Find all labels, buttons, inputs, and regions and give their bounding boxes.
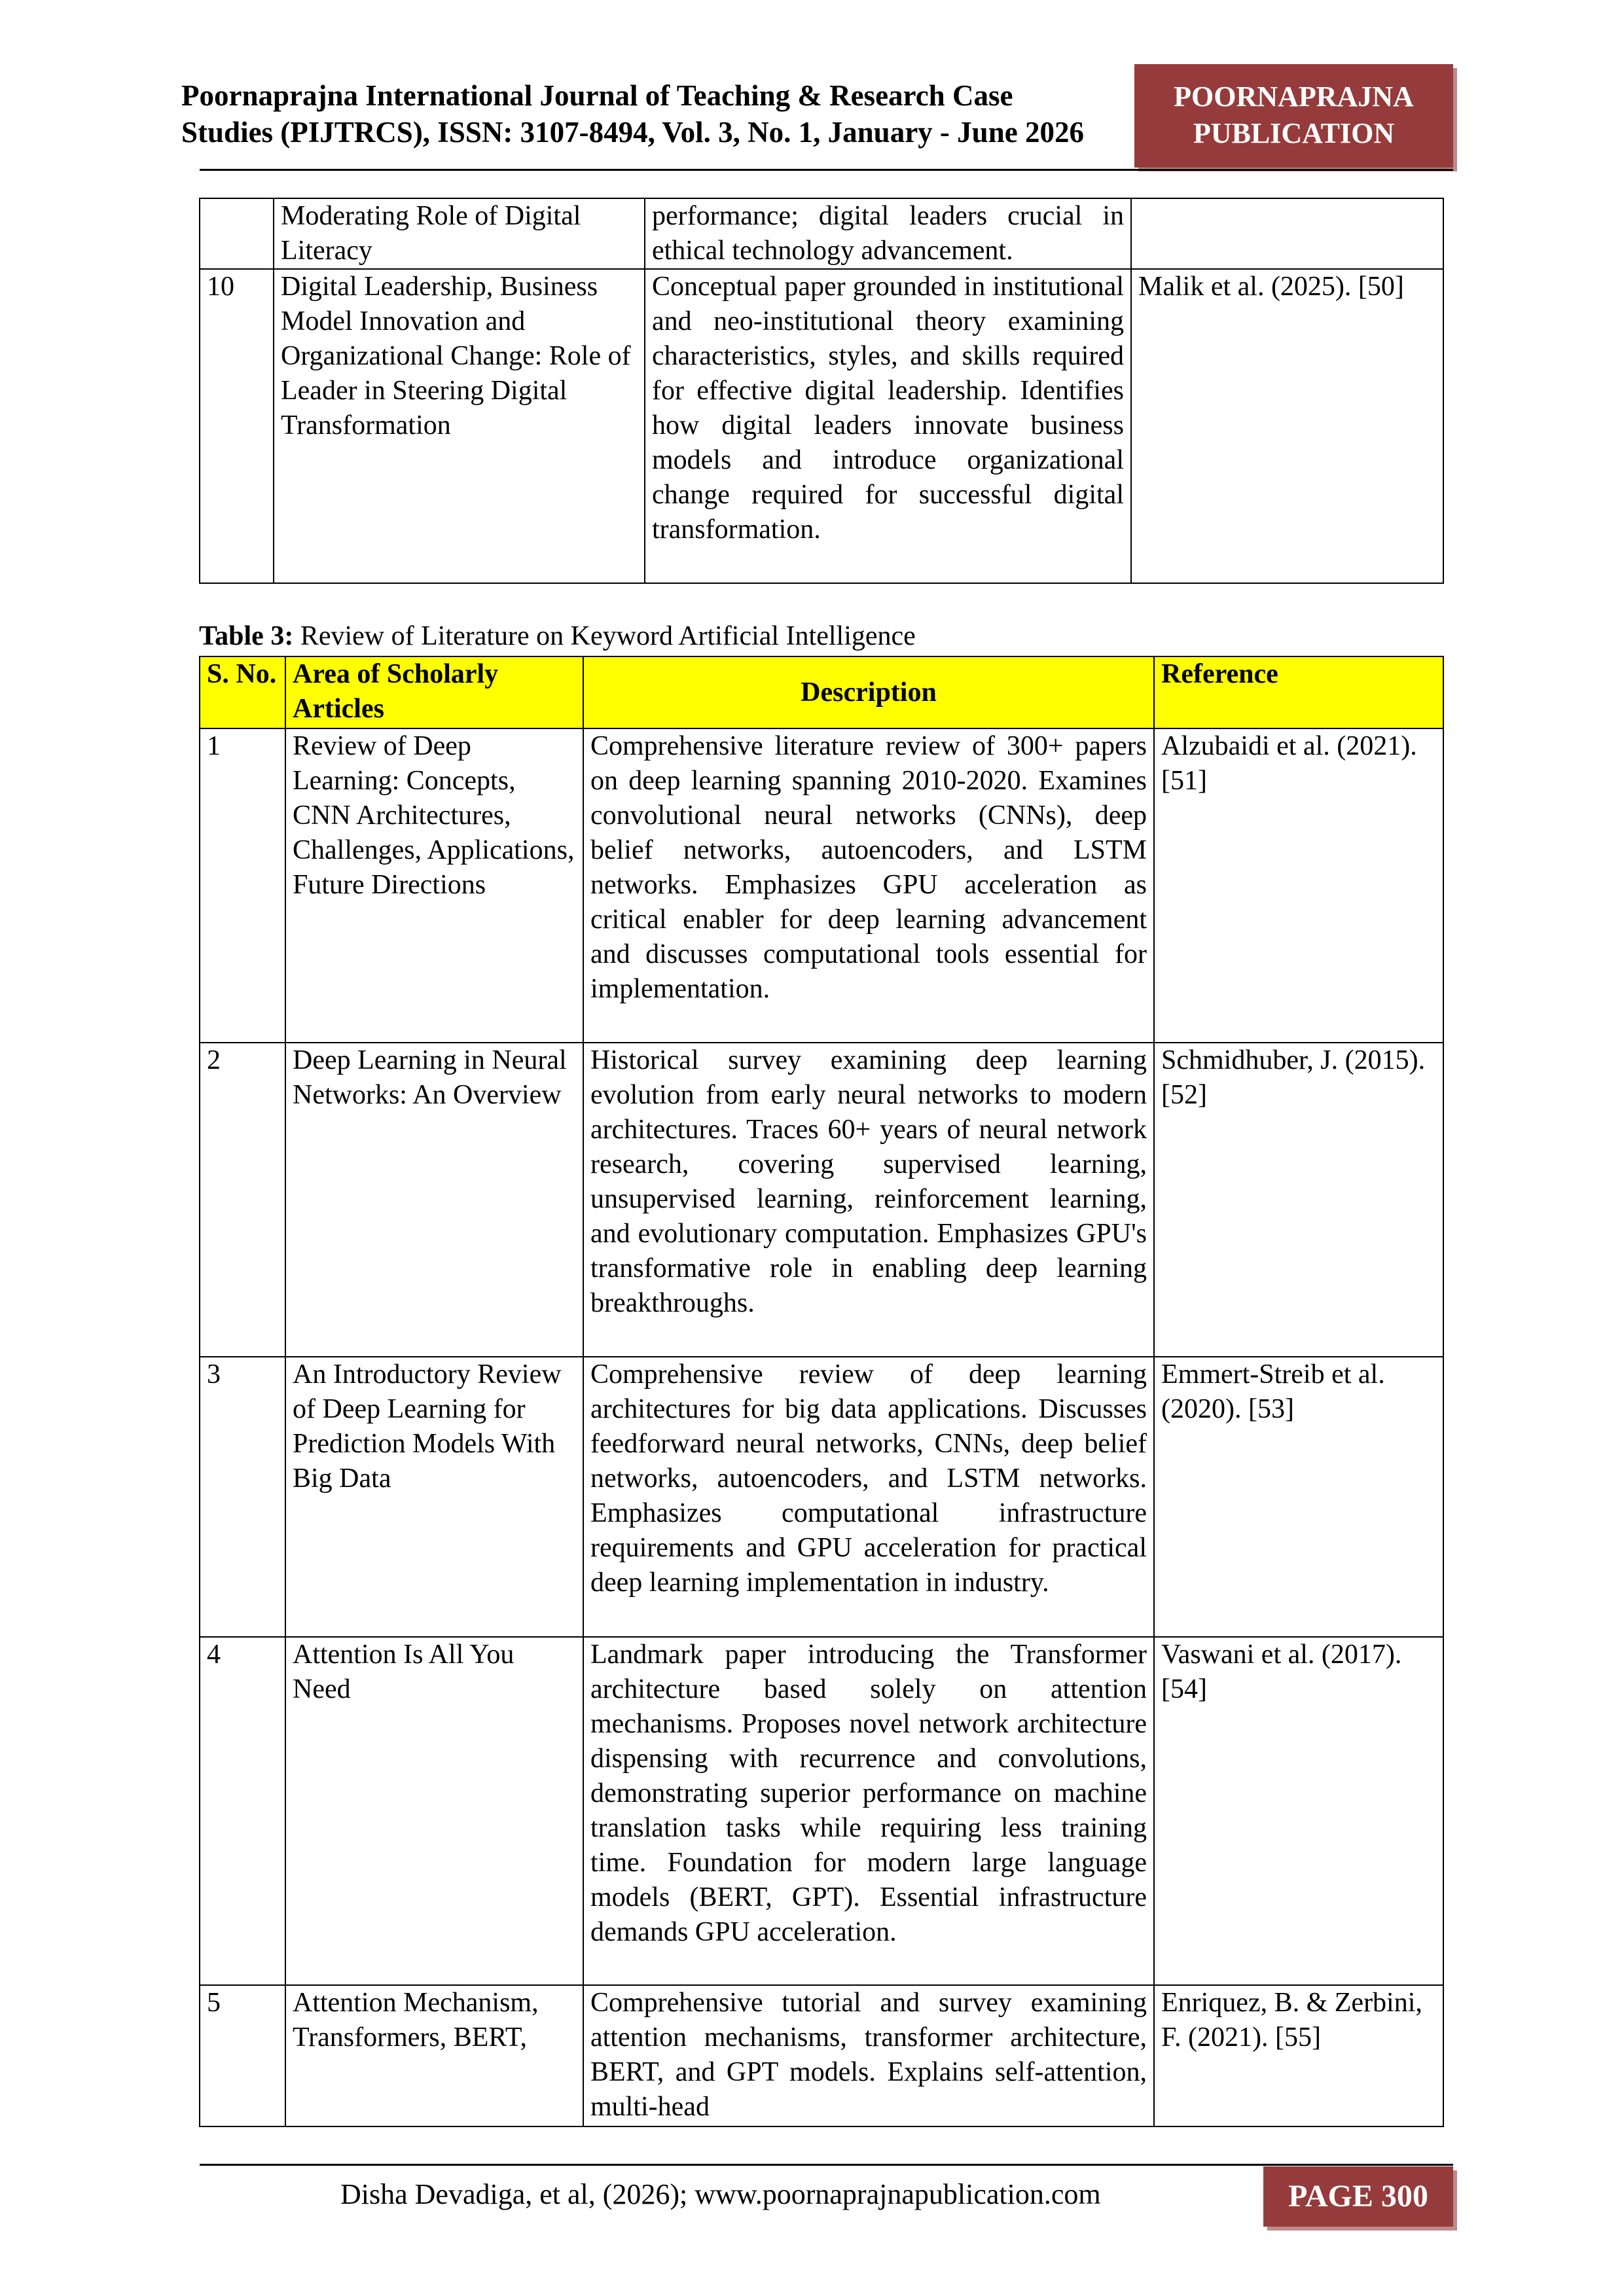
table-cell-reference xyxy=(1131,198,1443,269)
table-cell-area: An Introductory Review of Deep Learning for Prediction Models With Big Data xyxy=(285,1357,583,1637)
table-cell-no: 4 xyxy=(200,1637,285,1985)
table-cell-reference: Alzubaidi et al. (2021). [51] xyxy=(1154,728,1443,1043)
table-cell-no: 5 xyxy=(200,1985,285,2126)
table-cell-description: Landmark paper introducing the Transformer architecture based solely on attention mechanisms. Proposes novel network architecture dispensing with recurrence and convolutions, demonstrating superior performance on machine translation tasks while requiring less training time. Foundation for modern large language models (BERT, GPT). Essential infrastructure demands GPU acceleration. xyxy=(583,1637,1154,1985)
table-caption-text: Review of Literature on Keyword Artificial Intelligence xyxy=(293,621,916,651)
page-number-badge: PAGE 300 xyxy=(1263,2166,1453,2227)
table-cell-area: Digital Leadership, Business Model Innovation and Organizational Change: Role of Leader in Steering Digital Transformation xyxy=(274,269,645,583)
table-cell-no: 10 xyxy=(200,269,274,583)
table-cell-area: Deep Learning in Neural Networks: An Overview xyxy=(285,1043,583,1357)
table-row xyxy=(200,269,1443,583)
table-cell-no: 2 xyxy=(200,1043,285,1357)
table-cell-area: Review of Deep Learning: Concepts, CNN Architectures, Challenges, Applications, Future Directions xyxy=(285,728,583,1043)
literature-review-table xyxy=(199,656,1444,2127)
footer-citation: Disha Devadiga, et al, (2026); www.poornaprajnapublication.com xyxy=(340,2178,1101,2210)
continued-literature-table xyxy=(199,198,1444,584)
table-cell-reference: Malik et al. (2025). [50] xyxy=(1131,269,1443,583)
table-row xyxy=(200,1357,1443,1637)
column-header-reference: Reference xyxy=(1154,656,1443,728)
table-cell-description: Historical survey examining deep learning evolution from early neural networks to modern architectures. Traces 60+ years of neural network research, covering supervised learning, unsupervised learning, reinforcement learning, and evolutionary computation. Emphasizes GPU's transformative role in enabling deep learning breakthroughs. xyxy=(583,1043,1154,1357)
table-caption-label: Table 3: xyxy=(199,621,294,651)
table-cell-reference: Schmidhuber, J. (2015). [52] xyxy=(1154,1043,1443,1357)
table-cell-description: Comprehensive literature review of 300+ papers on deep learning spanning 2010-2020. Examines convolutional neural networks (CNNs), deep belief networks, autoencoders, and LSTM networks. Emphasizes GPU acceleration as critical enabler for deep learning advancement and discusses computational tools essential for implementation. xyxy=(583,728,1154,1043)
journal-title-line2: Studies (PIJTRCS), ISSN: 3107-8494, Vol. 3, No. 1, January - June 2026 xyxy=(181,116,1084,149)
publisher-badge xyxy=(1134,64,1453,168)
table-row xyxy=(200,1043,1443,1357)
table-cell-description: Conceptual paper grounded in institutional and neo-institutional theory examining characteristics, styles, and skills required for effective digital leadership. Identifies how digital leaders innovate business models and introduce organizational change required for successful digital transformation. xyxy=(645,269,1131,583)
table-cell-description: Comprehensive tutorial and survey examining attention mechanisms, transformer architecture, BERT, and GPT models. Explains self-attention, multi-head xyxy=(583,1985,1154,2126)
table-header-row xyxy=(200,656,1443,728)
table-cell-no: 3 xyxy=(200,1357,285,1637)
table-cell-reference: Enriquez, B. & Zerbini, F. (2021). [55] xyxy=(1154,1985,1443,2126)
table-cell-area: Moderating Role of Digital Literacy xyxy=(274,198,645,269)
table-cell-area: Attention Is All You Need xyxy=(285,1637,583,1985)
publisher-badge-line1: POORNAPRAJNA xyxy=(1174,81,1414,113)
table-row xyxy=(200,198,1443,269)
table-caption xyxy=(199,619,916,653)
column-header-description: Description xyxy=(583,656,1154,728)
table-cell-description: Comprehensive review of deep learning architectures for big data applications. Discusses feedforward neural networks, CNNs, deep belief networks, autoencoders, and LSTM networks. Emphasizes computational infrastructure requirements and GPU acceleration for practical deep learning implementation in industry. xyxy=(583,1357,1154,1637)
footer-divider xyxy=(200,2164,1453,2166)
journal-title-line1: Poornaprajna International Journal of Teaching & Research Case xyxy=(181,79,1013,112)
table-cell-no: 1 xyxy=(200,728,285,1043)
publisher-badge-line2: PUBLICATION xyxy=(1193,117,1395,149)
column-header-area: Area of Scholarly Articles xyxy=(285,656,583,728)
header-divider xyxy=(200,169,1453,171)
table-row xyxy=(200,728,1443,1043)
table-cell-reference: Vaswani et al. (2017). [54] xyxy=(1154,1637,1443,1985)
table-cell-reference: Emmert-Streib et al. (2020). [53] xyxy=(1154,1357,1443,1637)
table-cell-no xyxy=(200,198,274,269)
table-row xyxy=(200,1985,1443,2126)
table-cell-area: Attention Mechanism, Transformers, BERT, xyxy=(285,1985,583,2126)
column-header-no: S. No. xyxy=(200,656,285,728)
journal-title xyxy=(181,77,1137,151)
table-cell-description: performance; digital leaders crucial in ethical technology advancement. xyxy=(645,198,1131,269)
table-row xyxy=(200,1637,1443,1985)
